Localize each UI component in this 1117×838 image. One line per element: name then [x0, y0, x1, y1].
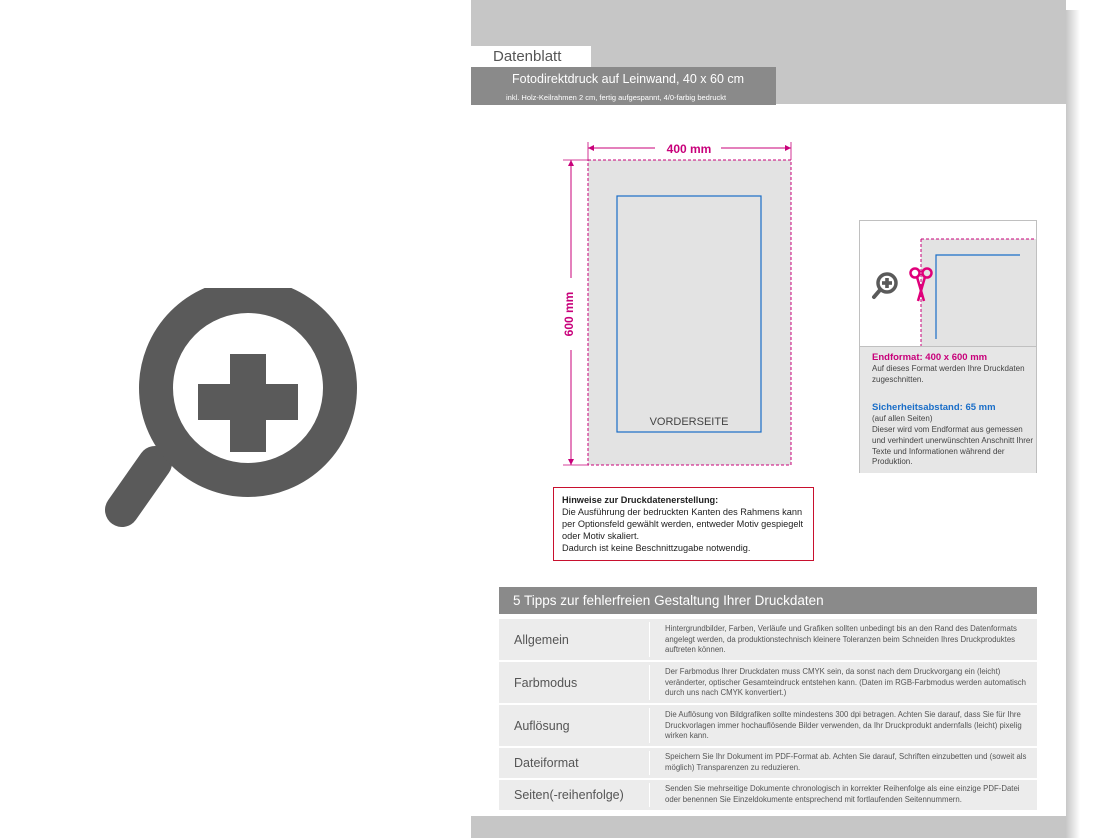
- height-label: 600 mm: [562, 291, 576, 337]
- end-format-title: Endformat: 400 x 600 mm: [872, 352, 988, 363]
- notes-text: Die Ausführung der bedruckten Kanten des Rahmens kann per Optionsfeld gewählt werden, entweder Motiv gespiegelt oder Motiv skaliert.: [562, 507, 804, 541]
- page-shadow: [1066, 10, 1080, 838]
- tip-label: Allgemein: [514, 633, 569, 647]
- legend-text: [860, 346, 1036, 473]
- notes-text-2: Dadurch ist keine Beschnittzugabe notwendig.: [562, 543, 751, 553]
- tips-header: 5 Tipps zur fehlerfreien Gestaltung Ihrer Druckdaten: [499, 587, 1037, 614]
- product-title-box: [471, 67, 776, 105]
- tip-row: [499, 780, 1037, 810]
- arrow-left-icon: [588, 145, 594, 151]
- zoom-in-icon[interactable]: [870, 271, 900, 301]
- product-subtitle: inkl. Holz-Keilrahmen 2 cm, fertig aufgespannt, 4/0-farbig bedruckt: [506, 93, 727, 102]
- print-notes-box: [553, 487, 814, 561]
- tip-text: Speichern Sie Ihr Dokument im PDF-Format ab. Achten Sie darauf, Schriften einzubetten und (soweit als möglich) Transparenzen zu reduzieren.: [665, 752, 1027, 772]
- format-diagram: [555, 138, 805, 473]
- arrow-down-icon: [568, 459, 574, 465]
- tip-text: Die Auflösung von Bildgrafiken sollte mindestens 300 dpi betragen. Achten Sie darauf, dass Sie für Ihre Druckvorlagen immer hochauflösende Bilder verwenden, da Ihr Druckprodukt andernfalls (leicht) pixelig wirken kann.: [665, 710, 1022, 741]
- corner-detail: [860, 221, 1036, 346]
- side-label: VORDERSEITE: [649, 416, 729, 428]
- tip-row: [499, 662, 1037, 703]
- tip-text: Hintergrundbilder, Farben, Verläufe und Grafiken sollten unbedingt bis an den Rand des Datenformats angelegt werden, da produktionstechnisch kleinere Toleranzen beim Schneiden Ihres Druckproduktes auftreten können.: [665, 624, 1017, 655]
- notes-title: Hinweise zur Druckdatenerstellung:: [562, 495, 719, 505]
- tip-row: [499, 748, 1037, 778]
- scissors-icon: [908, 265, 934, 305]
- datasheet-title: Datenblatt: [471, 46, 591, 67]
- width-label: 400 mm: [666, 142, 712, 156]
- tip-row: [499, 619, 1037, 660]
- product-title: Fotodirektdruck auf Leinwand, 40 x 60 cm: [512, 72, 745, 86]
- end-format-text: Auf dieses Format werden Ihre Druckdaten zugeschnitten.: [872, 364, 1025, 384]
- footer-band: [471, 816, 1066, 838]
- zoom-in-icon[interactable]: [100, 288, 360, 548]
- tip-label: Dateiformat: [514, 756, 579, 770]
- tip-label: Auflösung: [514, 719, 570, 733]
- detail-legend-box: [859, 220, 1037, 473]
- tip-label: Farbmodus: [514, 676, 578, 690]
- tip-text: Senden Sie mehrseitige Dokumente chronologisch in korrekter Reihenfolge als eine einzige PDF-Datei oder benennen Sie Einzeldokumente entsprechend mit fortlaufenden Seitennummern.: [665, 784, 1020, 804]
- safety-title: Sicherheitsabstand: 65 mm: [872, 402, 996, 413]
- arrow-up-icon: [568, 160, 574, 166]
- tip-text: Der Farbmodus Ihrer Druckdaten muss CMYK sein, da sonst nach dem Druckvorgang ein (leicht) veränderter, optischer Gesamteindruck entstehen kann. (Daten im RGB-Farbmodus werden automatisch durch uns nach CMYK konvertiert.): [665, 667, 1026, 698]
- safety-subtitle: (auf allen Seiten): [872, 414, 933, 423]
- tip-row: [499, 705, 1037, 746]
- arrow-right-icon: [785, 145, 791, 151]
- safety-text: Dieser wird vom Endformat aus gemessen und verhindert unerwünschten Anschnitt Ihrer Texte und Informationen während der Produktion.: [872, 425, 1033, 467]
- tip-label: Seiten(-reihenfolge): [514, 788, 624, 802]
